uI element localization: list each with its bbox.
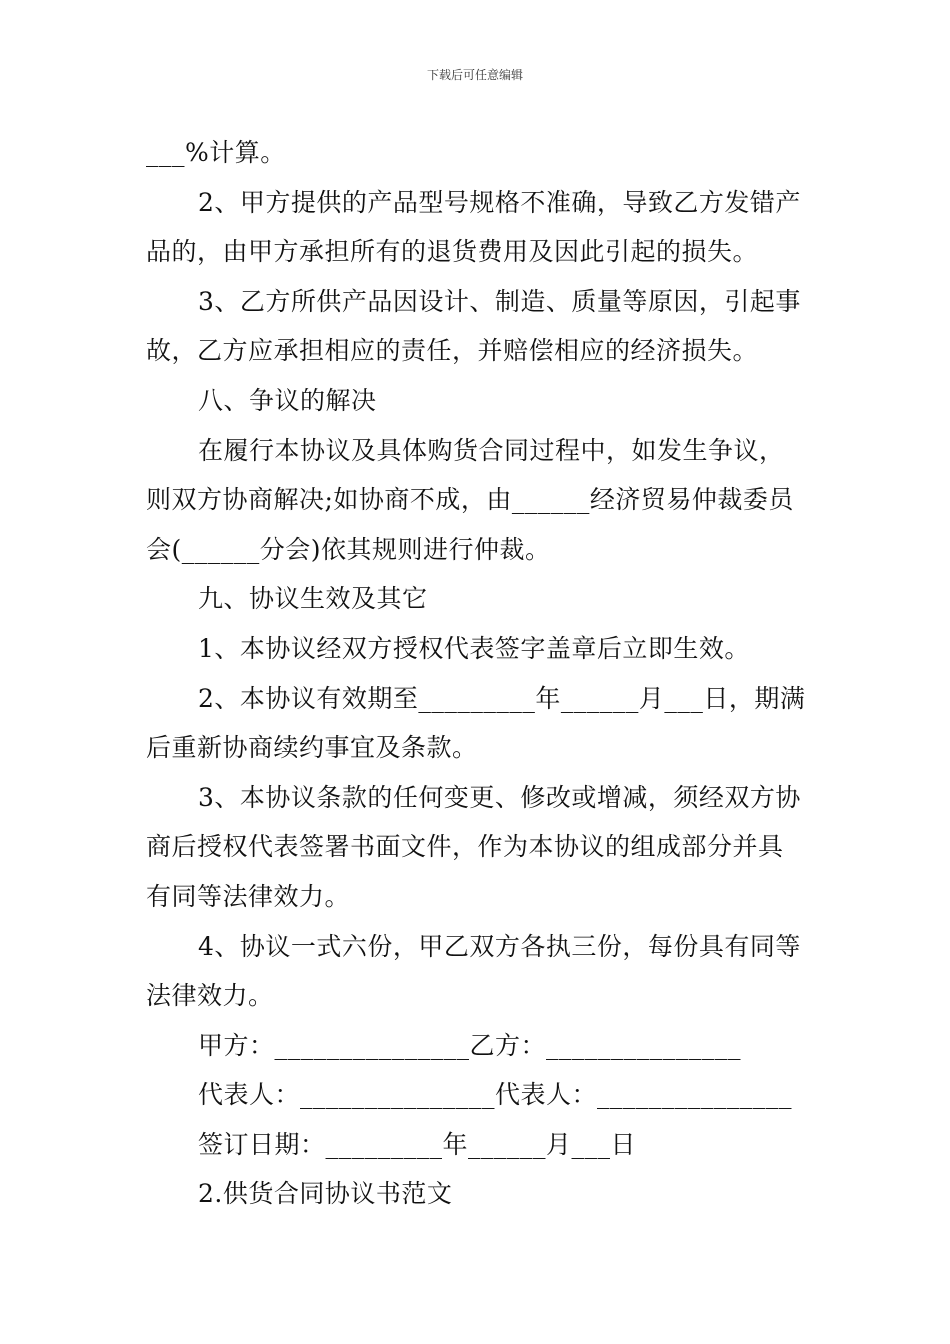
effect-clause-2-line-2: 后重新协商续约事宜及条款。 [146,733,478,763]
signature-representatives: 代表人：_______________代表人：_______________ [198,1080,793,1110]
text-line: ___%计算。 [146,138,286,167]
section-heading-dispute: 八、争议的解决 [198,385,377,415]
clause-2-line-2: 品的，由甲方承担所有的退货费用及因此引起的损失。 [146,237,759,267]
signature-date: 签订日期：_________年______月___日 [198,1129,637,1159]
effect-clause-3-line-2: 商后授权代表签署书面文件，作为本协议的组成部分并具 [146,832,784,862]
dispute-line-3: 会(______分会)依其规则进行仲裁。 [146,534,551,564]
clause-3-line-1: 3、乙方所供产品因设计、制造、质量等原因，引起事 [198,286,801,316]
page-header: 下载后可任意编辑 [426,68,523,82]
section-heading-effect: 九、协议生效及其它 [198,584,428,614]
clause-3-line-2: 故，乙方应承担相应的责任，并赔偿相应的经济损失。 [146,336,759,366]
next-section-title: 2.供货合同协议书范文 [198,1179,453,1209]
dispute-line-1: 在履行本协议及具体购货合同过程中，如发生争议， [198,435,785,465]
effect-clause-4-line-2: 法律效力。 [146,981,274,1011]
effect-clause-3-line-3: 有同等法律效力。 [146,881,351,911]
dispute-line-2: 则双方协商解决;如协商不成，由______经济贸易仲裁委员 [146,485,794,515]
effect-clause-3-line-1: 3、本协议条款的任何变更、修改或增减，须经双方协 [198,782,801,812]
effect-clause-1: 1、本协议经双方授权代表签字盖章后立即生效。 [198,633,750,663]
effect-clause-4-line-1: 4、协议一式六份，甲乙双方各执三份，每份具有同等 [198,931,801,961]
document-body [146,128,810,1219]
signature-parties: 甲方：_______________乙方：_______________ [198,1030,742,1060]
effect-clause-2-line-1: 2、本协议有效期至_________年______月___日，期满 [198,683,806,713]
clause-2-line-1: 2、甲方提供的产品型号规格不准确，导致乙方发错产 [198,187,801,217]
